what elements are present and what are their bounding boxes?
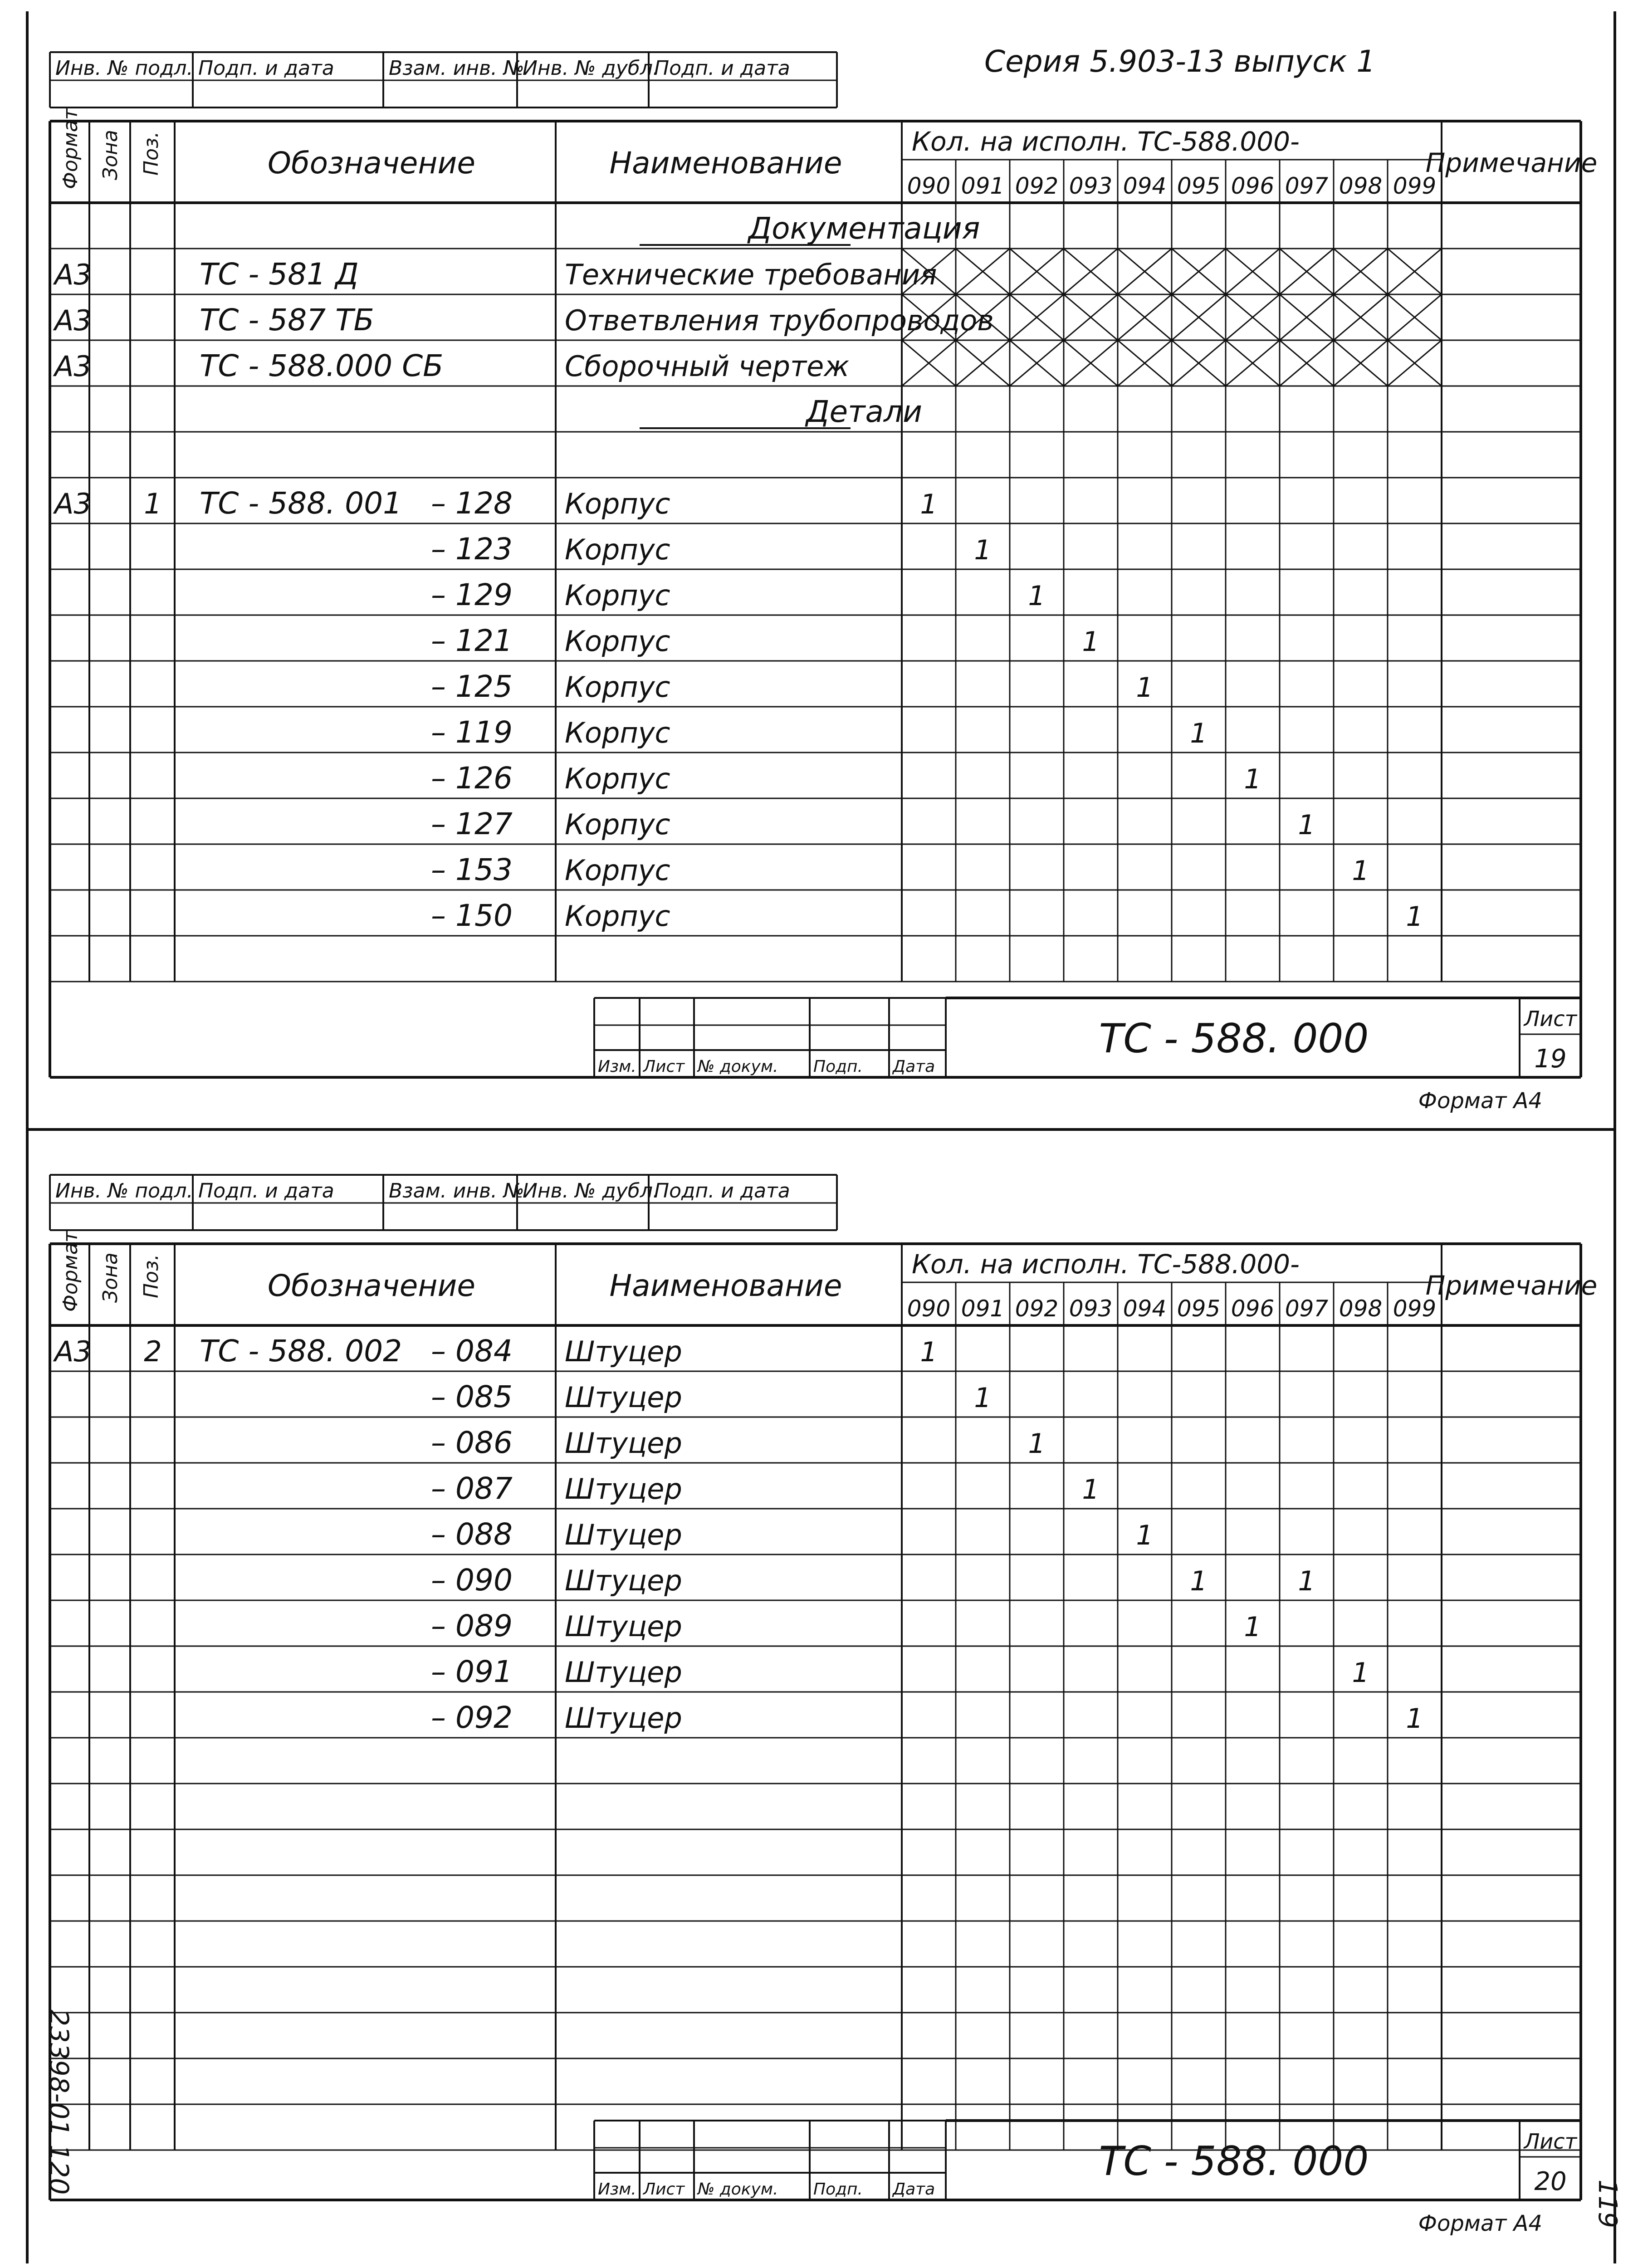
cell-suffix: – 084 xyxy=(431,1334,513,1369)
cell-format: А3 xyxy=(54,304,92,337)
cell-designation: ТС - 588. 001 xyxy=(200,486,402,521)
variant-header: 097 xyxy=(1285,1295,1329,1322)
cell-suffix: – 087 xyxy=(431,1471,513,1506)
spec-sheet-2 xyxy=(50,1175,1597,2236)
header-designation: Обозначение xyxy=(268,1268,475,1303)
table-row xyxy=(50,532,1581,569)
title-block-label: Дата xyxy=(893,1057,935,1076)
title-block-label: Подп. xyxy=(813,2180,863,2199)
sheet-label: Лист xyxy=(1524,2129,1577,2154)
title-block-label: Дата xyxy=(893,2180,935,2199)
title-block-label: Подп. xyxy=(813,1057,863,1076)
cell-format: А3 xyxy=(54,350,92,383)
header-format: Формат xyxy=(59,108,82,189)
cell-designation: ТС - 588. 002 xyxy=(200,1334,402,1369)
variant-header: 095 xyxy=(1177,1295,1221,1322)
qty-cell: 1 xyxy=(1298,1565,1315,1597)
cell-suffix: – 129 xyxy=(431,577,513,612)
table-row xyxy=(50,852,1581,890)
header-format: Формат xyxy=(59,1231,82,1312)
cell-suffix: – 088 xyxy=(431,1517,513,1552)
variant-header: 093 xyxy=(1069,1295,1113,1322)
table-row xyxy=(50,715,1581,753)
cell-name: Корпус xyxy=(565,487,670,520)
header-zone: Зона xyxy=(99,1252,122,1303)
cell-suffix: – 127 xyxy=(431,807,513,841)
variant-header: 092 xyxy=(1015,1295,1059,1322)
variant-header: 098 xyxy=(1339,1295,1383,1322)
stamp-label: Инв. № подл. xyxy=(55,1179,193,1202)
table-row xyxy=(50,1654,1581,1692)
stamp-label: Подп. и дата xyxy=(198,1179,334,1202)
cell-designation: ТС - 587 ТБ xyxy=(200,303,374,337)
title-block-label: Лист xyxy=(643,2180,685,2199)
variant-header: 092 xyxy=(1015,173,1059,199)
sheet-number: 19 xyxy=(1534,1044,1567,1074)
table-row xyxy=(50,340,1581,386)
format-label: Формат А4 xyxy=(1418,2211,1542,2236)
variant-header: 099 xyxy=(1393,1295,1437,1322)
cell-name: Корпус xyxy=(565,762,670,795)
table-row xyxy=(50,211,1581,249)
cell-suffix: – 153 xyxy=(431,852,513,887)
cell-name: Корпус xyxy=(565,533,670,566)
cell-name: Штуцер xyxy=(565,1656,682,1689)
header-qty-title: Кол. на исполн. ТС-588.000- xyxy=(912,126,1300,157)
cell-suffix: – 091 xyxy=(431,1654,513,1689)
qty-cell: 1 xyxy=(974,1382,992,1414)
cell-name: Штуцер xyxy=(565,1564,682,1597)
cell-name: Технические требования xyxy=(565,258,937,291)
cell-suffix: – 126 xyxy=(431,761,513,796)
cell-suffix: – 089 xyxy=(431,1608,513,1643)
qty-cell: 1 xyxy=(1190,1565,1208,1597)
cell-format: А3 xyxy=(54,487,92,520)
section-heading: Документация xyxy=(748,211,980,246)
cell-name: Сборочный чертеж xyxy=(565,350,850,383)
qty-cell: 1 xyxy=(1406,1703,1423,1735)
cell-name: Штуцер xyxy=(565,1427,682,1460)
header-pos: Поз. xyxy=(140,131,163,176)
variant-header: 090 xyxy=(907,1295,951,1322)
stamp-label: Подп. и дата xyxy=(654,1179,790,1202)
header-note: Примечание xyxy=(1425,1270,1598,1301)
variant-header: 095 xyxy=(1177,173,1221,199)
cell-suffix: – 085 xyxy=(431,1379,513,1414)
cell-suffix: – 128 xyxy=(431,486,513,521)
cell-suffix: – 090 xyxy=(431,1563,513,1598)
variant-header: 096 xyxy=(1231,173,1275,199)
table-row xyxy=(50,294,1581,340)
cell-suffix: – 125 xyxy=(431,669,513,704)
table-row xyxy=(50,1425,1581,1463)
variant-header: 091 xyxy=(961,1295,1005,1322)
cell-designation: ТС - 581 Д xyxy=(200,257,359,292)
cell-suffix: – 123 xyxy=(431,532,513,567)
cell-name: Штуцер xyxy=(565,1518,682,1551)
table-row xyxy=(50,486,1581,523)
cell-name: Корпус xyxy=(565,716,670,749)
title-block-label: Изм. xyxy=(598,2180,636,2199)
table-row xyxy=(50,1700,1581,1738)
qty-cell: 1 xyxy=(920,489,938,520)
sheet-label: Лист xyxy=(1524,1007,1577,1031)
table-row xyxy=(50,577,1581,615)
table-row xyxy=(50,1334,1581,1371)
table-row xyxy=(50,394,1581,432)
qty-cell: 1 xyxy=(920,1336,938,1368)
cell-suffix: – 119 xyxy=(431,715,513,750)
cell-suffix: – 121 xyxy=(431,623,513,658)
variant-header: 097 xyxy=(1285,173,1329,199)
cell-name: Штуцер xyxy=(565,1610,682,1643)
table-row xyxy=(50,1517,1581,1554)
variant-header: 090 xyxy=(907,173,951,199)
qty-cell: 1 xyxy=(1028,580,1046,612)
qty-cell: 1 xyxy=(1190,718,1208,749)
series-header: Серия 5.903-13 выпуск 1 xyxy=(984,44,1376,79)
qty-cell: 1 xyxy=(1136,1520,1154,1551)
cell-suffix: – 092 xyxy=(431,1700,513,1735)
cell-name: Ответвления трубопроводов xyxy=(565,304,994,337)
doc-code: ТС - 588. 000 xyxy=(1099,1015,1369,1062)
cell-name: Корпус xyxy=(565,670,670,704)
header-note: Примечание xyxy=(1425,147,1598,178)
header-name: Наименование xyxy=(609,146,842,181)
variant-header: 091 xyxy=(961,173,1005,199)
table-row xyxy=(50,623,1581,661)
table-row xyxy=(50,1563,1581,1600)
section-heading: Детали xyxy=(806,394,923,429)
qty-cell: 1 xyxy=(1028,1428,1046,1460)
cell-format: А3 xyxy=(54,1335,92,1368)
title-block-label: Изм. xyxy=(598,1057,636,1076)
cell-suffix: – 086 xyxy=(431,1425,513,1460)
sheet-number: 20 xyxy=(1534,2167,1567,2196)
stamp-label: Подп. и дата xyxy=(198,57,334,80)
qty-cell: 1 xyxy=(1298,809,1315,841)
qty-cell: 1 xyxy=(1244,1611,1261,1643)
table-row xyxy=(50,807,1581,844)
cell-name: Штуцер xyxy=(565,1381,682,1414)
variant-header: 093 xyxy=(1069,173,1113,199)
cell-designation: ТС - 588.000 СБ xyxy=(200,348,444,383)
header-qty-title: Кол. на исполн. ТС-588.000- xyxy=(912,1249,1300,1280)
cell-name: Корпус xyxy=(565,579,670,612)
cell-suffix: – 150 xyxy=(431,898,513,933)
variant-header: 094 xyxy=(1123,173,1167,199)
cell-name: Корпус xyxy=(565,854,670,887)
table-row xyxy=(50,249,1581,294)
stamp-label: Подп. и дата xyxy=(654,57,790,80)
cell-name: Корпус xyxy=(565,808,670,841)
cell-name: Штуцер xyxy=(565,1335,682,1368)
table-row xyxy=(50,1379,1581,1417)
qty-cell: 1 xyxy=(1352,1657,1369,1689)
qty-cell: 1 xyxy=(1244,763,1261,795)
stamp-label: Взам. инв. № xyxy=(389,1179,524,1202)
corner-number: 119 xyxy=(1593,2180,1622,2228)
qty-cell: 1 xyxy=(1136,672,1154,704)
cell-format: А3 xyxy=(54,258,92,291)
title-block-label: № докум. xyxy=(698,2180,778,2199)
cell-name: Корпус xyxy=(565,625,670,658)
cell-pos: 2 xyxy=(144,1335,162,1368)
cell-name: Корпус xyxy=(565,899,670,933)
stamp-label: Взам. инв. № xyxy=(389,57,524,80)
spec-sheet-1 xyxy=(50,52,1597,1114)
variant-header: 098 xyxy=(1339,173,1383,199)
qty-cell: 1 xyxy=(1082,626,1100,658)
title-block-label: Лист xyxy=(643,1057,685,1076)
format-label: Формат А4 xyxy=(1418,1088,1542,1114)
stamp-label: Инв. № дубл. xyxy=(523,1179,660,1202)
table-row xyxy=(50,1608,1581,1646)
stamp-label: Инв. № подл. xyxy=(55,57,193,80)
header-name: Наименование xyxy=(609,1268,842,1303)
cell-pos: 1 xyxy=(144,487,162,520)
qty-cell: 1 xyxy=(1406,901,1423,933)
table-row xyxy=(50,761,1581,798)
table-row xyxy=(50,669,1581,707)
variant-header: 099 xyxy=(1393,173,1437,199)
qty-cell: 1 xyxy=(974,534,992,566)
cell-name: Штуцер xyxy=(565,1701,682,1735)
qty-cell: 1 xyxy=(1082,1474,1100,1505)
title-block-label: № докум. xyxy=(698,1057,778,1076)
variant-header: 096 xyxy=(1231,1295,1275,1322)
margin-note: 23398-01 120 xyxy=(44,2009,74,2195)
header-zone: Зона xyxy=(99,130,122,180)
table-row xyxy=(50,898,1581,936)
stamp-label: Инв. № дубл. xyxy=(523,57,660,80)
table-row xyxy=(50,1471,1581,1509)
header-pos: Поз. xyxy=(140,1254,163,1298)
qty-cell: 1 xyxy=(1352,855,1369,887)
cell-name: Штуцер xyxy=(565,1472,682,1505)
variant-header: 094 xyxy=(1123,1295,1167,1322)
header-designation: Обозначение xyxy=(268,146,475,181)
doc-code: ТС - 588. 000 xyxy=(1099,2138,1369,2185)
